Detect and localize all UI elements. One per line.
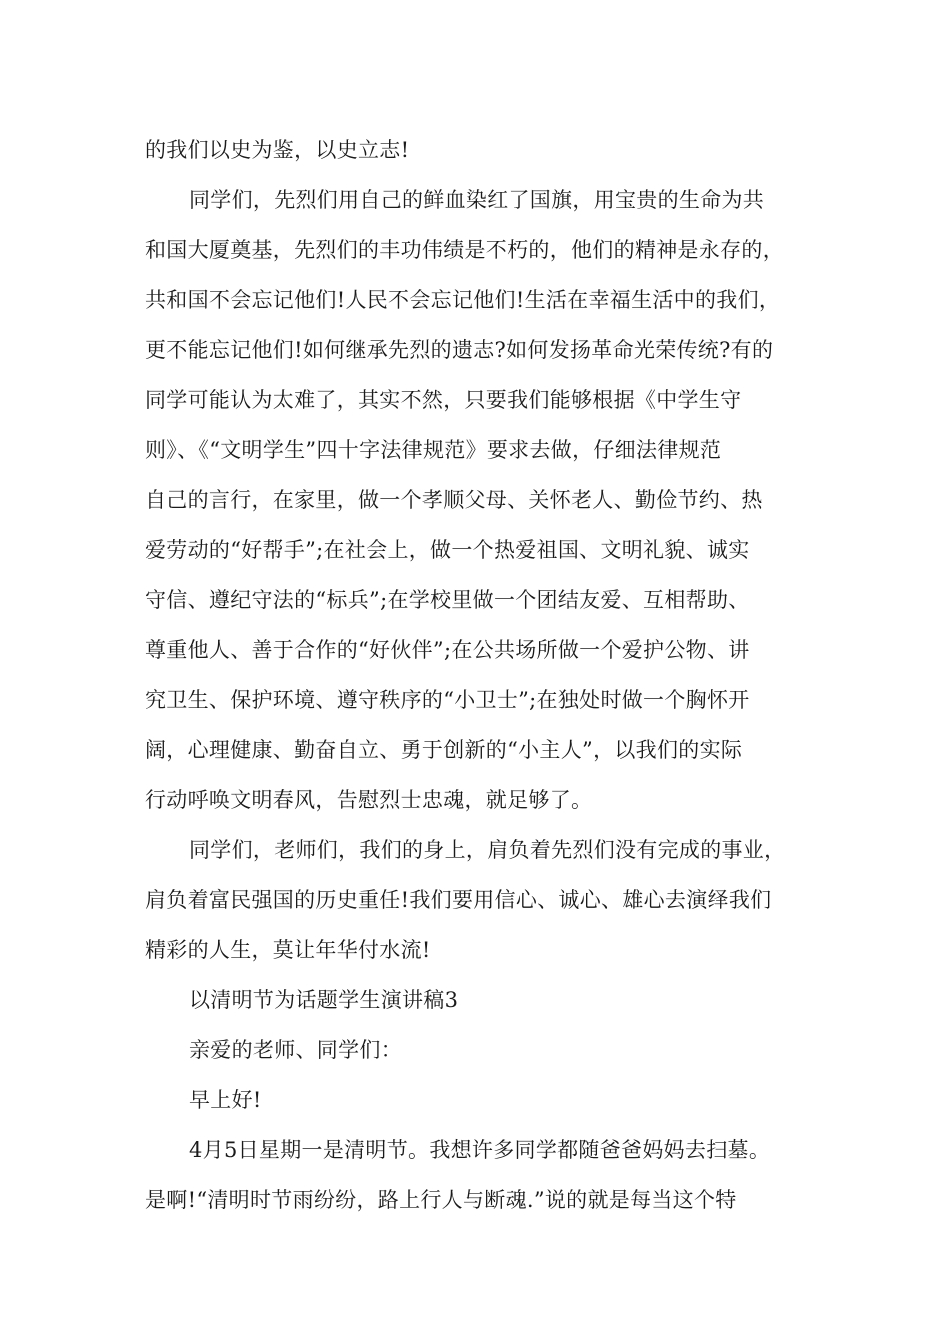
- text-line: 守信、遵纪守法的“标兵”;在学校里做一个团结友爱、互相帮助、: [145, 588, 750, 612]
- text-line: 则》、《“文明学生”四十字法律规范》要求去做，仔细法律规范: [145, 438, 722, 462]
- text-line: 精彩的人生，莫让年华付水流!: [145, 938, 431, 962]
- section-title: 以清明节为话题学生演讲稿3: [189, 988, 459, 1012]
- salutation: 亲爱的老师、同学们：: [189, 1038, 402, 1062]
- text-line: 爱劳动的“好帮手”;在社会上，做一个热爱祖国、文明礼貌、诚实: [145, 538, 750, 562]
- text-line: 行动呼唤文明春风，告慰烈士忠魂，就足够了。: [145, 788, 593, 812]
- paragraph-start-line: 同学们，老师们，我们的身上，肩负着先烈们没有完成的事业，: [189, 838, 786, 862]
- text-line: 自己的言行，在家里，做一个孝顺父母、关怀老人、勤俭节约、热: [145, 488, 763, 512]
- greeting: 早上好!: [189, 1088, 262, 1112]
- text-line: 和国大厦奠基，先烈们的丰功伟绩是不朽的，他们的精神是永存的，: [145, 238, 784, 262]
- text-line: 阔，心理健康、勤奋自立、勇于创新的“小主人”，以我们的实际: [145, 738, 743, 762]
- text-line: 更不能忘记他们!如何继承先烈的遗志?如何发扬革命光荣传统?有的: [145, 338, 774, 362]
- text-line: 尊重他人、善于合作的“好伙伴”;在公共场所做一个爱护公物、讲: [145, 638, 750, 662]
- text-line: 是啊!“清明时节雨纷纷，路上行人与断魂.”说的就是每当这个特: [145, 1188, 737, 1212]
- text-line: 肩负着富民强国的历史重任!我们要用信心、诚心、雄心去演绎我们: [145, 888, 772, 912]
- text-line: 的我们以史为鉴，以史立志!: [145, 138, 410, 162]
- paragraph-start-line: 4月5日星期一是清明节。我想许多同学都随爸爸妈妈去扫墓。: [189, 1138, 771, 1162]
- text-line: 同学可能认为太难了，其实不然，只要我们能够根据《中学生守: [145, 388, 742, 412]
- text-line: 究卫生、保护环境、遵守秩序的“小卫士”;在独处时做一个胸怀开: [145, 688, 750, 712]
- text-line: 共和国不会忘记他们!人民不会忘记他们!生活在幸福生活中的我们，: [145, 288, 781, 312]
- paragraph-start-line: 同学们，先烈们用自己的鲜血染红了国旗，用宝贵的生命为共: [189, 188, 765, 212]
